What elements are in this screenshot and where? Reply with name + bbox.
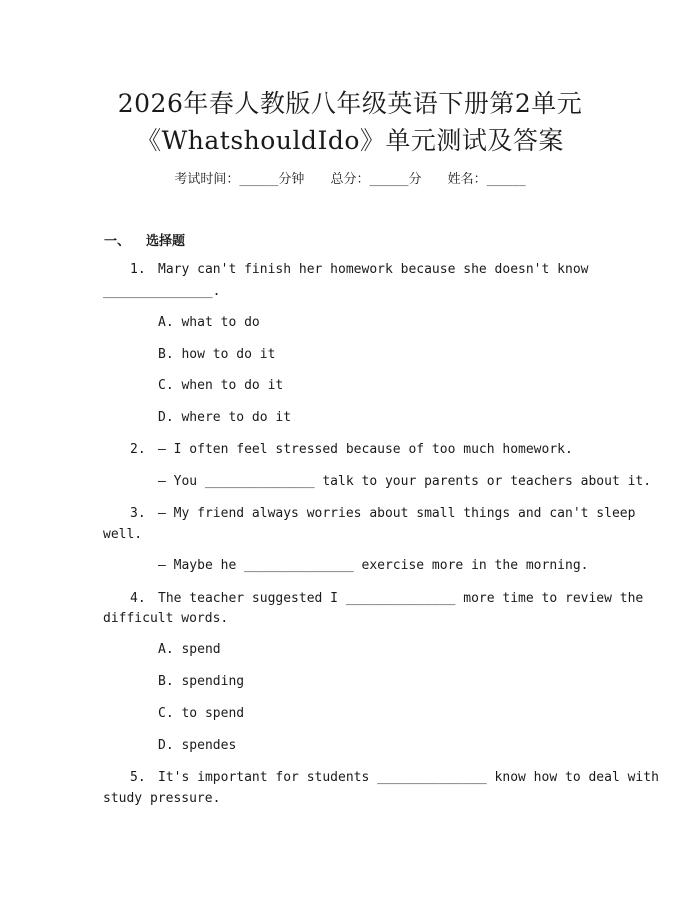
question-1-option-b: B. how to do it (158, 347, 276, 362)
question-5 (130, 769, 659, 787)
question-text: The teacher suggested I ______________ more time to review the (158, 591, 644, 606)
question-3-continuation: well. (103, 527, 143, 542)
student-name-field: 姓名：______ (447, 172, 526, 187)
question-4-option-a: A. spend (158, 642, 221, 657)
section-title: 选择题 (146, 234, 186, 249)
question-4 (130, 590, 643, 608)
question-2-response: — You ______________ talk to your parents or teachers about it. (158, 474, 652, 489)
document-title-line-1: 2026年春人教版八年级英语下册第2单元 (117, 89, 583, 118)
question-number: 1. (130, 262, 146, 277)
question-1-option-d: D. where to do it (158, 410, 292, 425)
question-number: 3. (130, 506, 146, 521)
question-number: 5. (130, 770, 146, 785)
question-5-continuation: study pressure. (103, 791, 221, 806)
section-number: 一、 (104, 234, 131, 249)
question-1-option-a: A. what to do (158, 315, 260, 330)
question-3-response: — Maybe he ______________ exercise more in the morning. (158, 558, 589, 573)
question-4-option-d: D. spendes (158, 738, 237, 753)
question-text: — I often feel stressed because of too much homework. (158, 442, 573, 457)
question-1-continuation: ______________. (103, 284, 221, 299)
question-4-continuation: difficult words. (103, 611, 229, 626)
question-2 (130, 441, 573, 459)
question-text: — My friend always worries about small things and can't sleep (158, 506, 636, 521)
question-text: Mary can't finish her homework because she doesn't know (158, 262, 589, 277)
total-score-field: 总分：______分 (330, 172, 422, 187)
question-number: 4. (130, 591, 146, 606)
question-4-option-b: B. spending (158, 674, 245, 689)
question-text: It's important for students ______________ know how to deal with (158, 770, 659, 785)
question-number: 2. (130, 442, 146, 457)
question-1-option-c: C. when to do it (158, 378, 284, 393)
document-title-line-2: 《WhatshouldIdo》单元测试及答案 (136, 126, 564, 155)
question-3 (130, 505, 635, 523)
exam-info (0, 168, 700, 187)
exam-time-field: 考试时间：______分钟 (174, 172, 305, 187)
question-1 (130, 261, 588, 279)
section-heading (104, 230, 185, 249)
question-4-option-c: C. to spend (158, 706, 245, 721)
